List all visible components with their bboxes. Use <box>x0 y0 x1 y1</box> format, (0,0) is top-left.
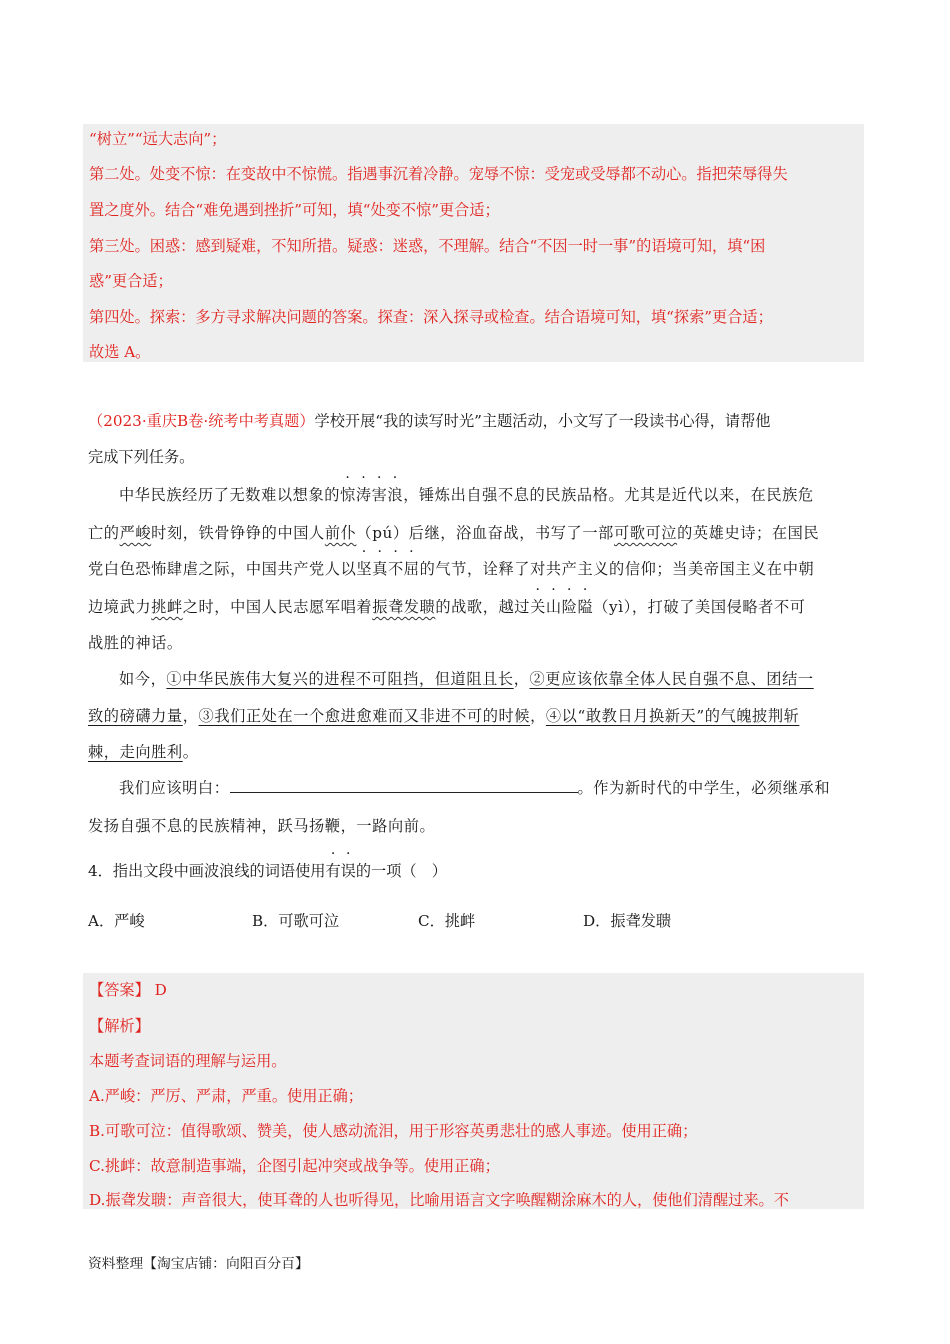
wavy-word: 振聋发聩 <box>372 598 436 616</box>
underlined-sentence-2: ②更应该依靠全体人民自强不息、团结一 <box>529 670 814 688</box>
analysis-label: 【解析】 <box>89 1017 150 1035</box>
passage-text: 边境武力 <box>88 598 152 616</box>
answer-box <box>83 973 864 1209</box>
answer-label: 【答案】 <box>89 981 150 999</box>
analysis-line: 第二处。处变不惊：在变故中不惊慌。指遇事沉着冷静。宠辱不惊：受宠或受辱都不动心。指把荣辱得失 <box>89 165 788 183</box>
analysis-line: D.振聋发聩：声音很大，使耳聋的人也听得见，比喻用语言文字唤醒糊涂麻木的人，使他们清醒过来。不 <box>89 1191 789 1209</box>
passage-text: 的气节，诠释了对共产主义的信仰；当美帝国主义在中朝 <box>419 560 815 578</box>
analysis-line: 第四处。探索：多方寻求解决问题的答案。探查：深入探寻或检查。结合语境可知，填“探索”更合适； <box>89 308 773 326</box>
dotted-char: 浪 <box>387 486 404 504</box>
dotted-char: 害 <box>371 486 388 504</box>
dotted-word <box>530 598 593 616</box>
analysis-line: 故选 A。 <box>89 343 151 361</box>
passage-text: 战胜的神话。 <box>88 634 183 652</box>
dotted-char: 有 <box>325 862 341 880</box>
passage-text: （yì），打破了美国侵略者不可 <box>593 598 806 616</box>
passage-text: 。 <box>182 743 199 761</box>
analysis-box-top <box>83 124 864 362</box>
passage-text: ， <box>182 707 199 725</box>
underlined-sentence-2: 致的磅礴力量 <box>88 707 183 725</box>
analysis-line: 第三处。困惑：感到疑难，不知所措。疑惑：迷惑，不理解。结合“不因一时一事”的语境可知，填“困 <box>89 237 766 255</box>
passage-text: 的英雄史诗；在国民 <box>677 524 820 542</box>
question-intro-text: 学校开展“我的读写时光”主题活动，小文写了一段读书心得，请帮他 <box>314 412 771 430</box>
passage-text: 发扬自强不息的民族精神，跃马扬鞭，一路向前。 <box>88 817 436 835</box>
analysis-line: B.可歌可泣：值得歌颂、赞美，使人感动流泪，用于形容英勇悲壮的感人事迹。使用正确； <box>89 1122 698 1140</box>
wavy-word: 可歌可泣 <box>613 524 678 542</box>
passage-text: 如今， <box>119 670 167 688</box>
question-source: （2023·重庆B卷·统考中考真题） <box>88 412 315 430</box>
passage-text: ， <box>513 670 530 688</box>
underlined-sentence-4: ④以“敢教日月换新天”的气魄披荆斩 <box>545 707 800 725</box>
passage-text: 的战歌，越过 <box>435 598 531 616</box>
wavy-word: 严峻 <box>119 524 152 542</box>
analysis-line: “树立”“远大志向”； <box>89 130 227 148</box>
analysis-line: 本题考查词语的理解与运用。 <box>89 1052 287 1070</box>
dotted-char: 不 <box>387 560 404 578</box>
passage-text: ，锤炼出自强不息的民族品格。尤其是近代以来，在民族危 <box>403 486 814 504</box>
answer-value: D <box>154 981 167 999</box>
passage-text: 亡的 <box>88 524 120 542</box>
dotted-word <box>325 862 355 880</box>
passage-text: 时刻，铁骨铮铮的中国人 <box>151 524 325 542</box>
dotted-char: 真 <box>372 560 388 578</box>
option-c[interactable]: C．挑衅 <box>418 912 476 930</box>
wavy-word: 前仆 <box>324 524 357 542</box>
option-d[interactable]: D．振聋发聩 <box>583 912 672 930</box>
option-b[interactable]: B．可歌可泣 <box>252 912 340 930</box>
passage-text: 我们应该明白： <box>119 779 230 797</box>
passage-text: 。作为新时代的中学生，必须继承和 <box>577 779 831 797</box>
dotted-char: 涛 <box>355 486 372 504</box>
dotted-char: 屈 <box>403 560 420 578</box>
dotted-char: 关 <box>530 598 546 616</box>
question-intro-line2: 完成下列任务。 <box>88 448 195 466</box>
analysis-line: A.严峻：严厉、严肃，严重。使用正确； <box>89 1087 363 1105</box>
dotted-char: 惊 <box>340 486 356 504</box>
dotted-char: 坚 <box>356 560 373 578</box>
dotted-char: 山 <box>545 598 562 616</box>
passage-text: 中华民族经历了无数难以想象的 <box>119 486 341 504</box>
dotted-char: 险 <box>561 598 578 616</box>
underlined-sentence-1: ①中华民族伟大复兴的进程不可阻挡，但道阻且长 <box>166 670 514 688</box>
wavy-word: 挑衅 <box>151 598 183 616</box>
passage-text: 之时，中国人民志愿军唱着 <box>182 598 373 616</box>
underlined-sentence-3: ③我们正处在一个愈进愈难而又非进不可的时候 <box>198 707 531 725</box>
passage-text: 党白色恐怖肆虐之际，中国共产党人以 <box>88 560 357 578</box>
question-stem: 的一项（ ） <box>355 862 447 880</box>
dotted-word <box>340 486 403 504</box>
underlined-sentence-4: 棘，走向胜利 <box>88 743 183 761</box>
dotted-char: 误 <box>340 862 356 880</box>
analysis-line: C.挑衅：故意制造事端，企图引起冲突或战争等。使用正确； <box>89 1157 500 1175</box>
fill-in-blank[interactable] <box>230 778 578 793</box>
passage-text: （pú）后继，浴血奋战，书写了一部 <box>356 524 614 542</box>
dotted-char: 隘 <box>577 598 594 616</box>
footer-source: 资料整理【淘宝店铺：向阳百分百】 <box>88 1256 309 1272</box>
option-a[interactable]: A．严峻 <box>88 912 145 930</box>
analysis-line: 惑”更合适； <box>89 272 173 290</box>
dotted-word <box>356 560 419 578</box>
question-stem: 4．指出文段中画波浪线的词语使用 <box>88 862 326 880</box>
passage-text: ， <box>530 707 546 725</box>
analysis-line: 置之度外。结合“难免遇到挫折”可知，填“处变不惊”更合适； <box>89 201 500 219</box>
